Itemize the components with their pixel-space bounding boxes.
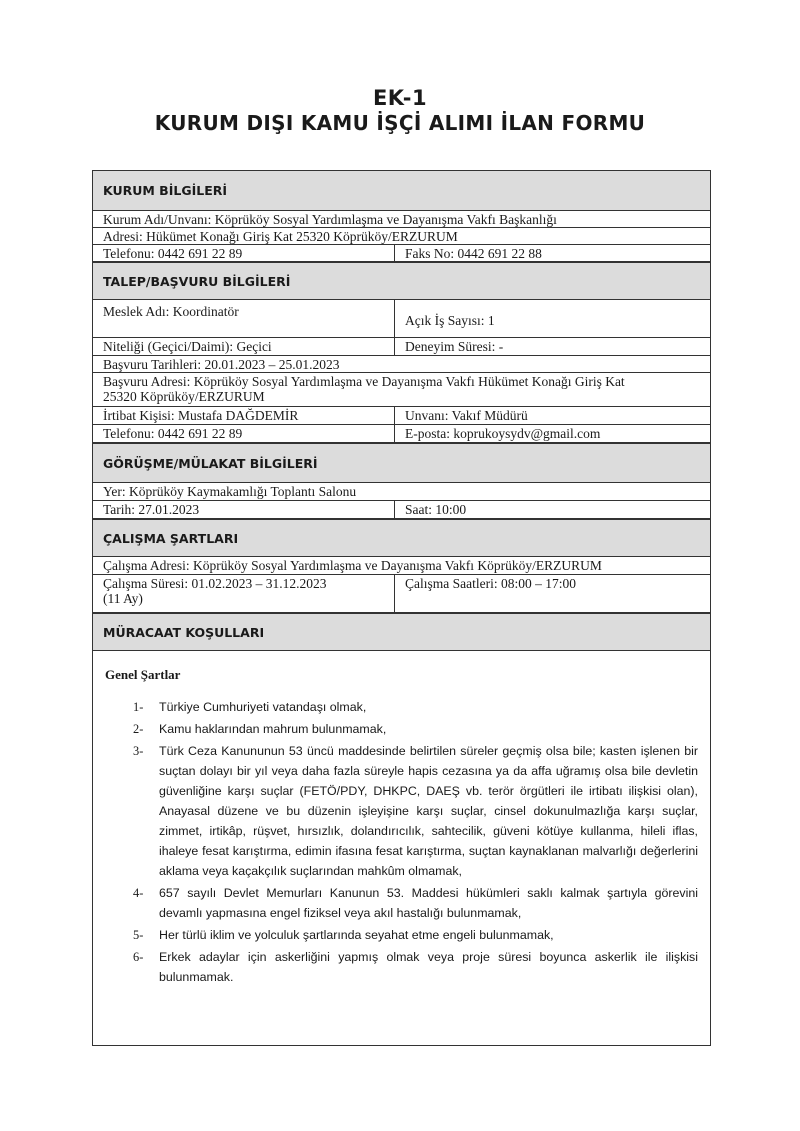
work-period-line1: Çalışma Süresi: 01.02.2023 – 31.12.2023 [103, 576, 327, 591]
list-item-text: 657 sayılı Devlet Memurları Kanunun 53. Maddesi hükümleri saklı kalmak şartıyla görevini devamlı yapmasına engel fiziksel veya akıl hastalığı bulunmamak, [159, 886, 698, 920]
profession: Meslek Adı: Koordinatör [103, 304, 239, 319]
open-jobs: Açık İş Sayısı: 1 [394, 300, 710, 337]
interview-date: Tarih: 27.01.2023 [103, 502, 200, 517]
interview-time: Saat: 10:00 [394, 501, 710, 518]
work-address: Çalışma Adresi: Köprüköy Sosyal Yardımlaşma ve Dayanışma Vakfı Köprüköy/ERZURUM [103, 558, 602, 573]
list-item [105, 719, 698, 739]
conditions-body [93, 651, 710, 1045]
section-talep-title: TALEP/BAŞVURU BİLGİLERİ [103, 273, 291, 289]
list-item-number: 6- [133, 950, 144, 964]
section-calisma-title: ÇALIŞMA ŞARTLARI [103, 530, 239, 546]
application-address-line1: Başvuru Adresi: Köprüköy Sosyal Yardımlaşma ve Dayanışma Vakfı Hükümet Konağı Giriş Kat [103, 374, 625, 389]
list-item [105, 697, 698, 717]
work-hours: Çalışma Saatleri: 08:00 – 17:00 [394, 575, 710, 612]
row-nature [93, 338, 710, 356]
list-item-number: 2- [133, 722, 144, 736]
contact-person: İrtibat Kişisi: Mustafa DAĞDEMİR [103, 408, 299, 423]
application-address [93, 373, 710, 406]
row-work-address [93, 557, 710, 575]
interview-place: Yer: Köprüköy Kaymakamlığı Toplantı Salonu [103, 484, 357, 499]
section-calisma [93, 519, 710, 557]
nature: Niteliği (Geçici/Daimi): Geçici [103, 339, 272, 354]
list-item [105, 883, 698, 923]
contact-title: Unvanı: Vakıf Müdürü [394, 407, 710, 424]
section-gorusme-title: GÖRÜŞME/MÜLAKAT BİLGİLERİ [103, 455, 318, 471]
kurum-fax: Faks No: 0442 691 22 88 [394, 245, 710, 261]
list-item-number: 3- [133, 744, 144, 758]
list-item-number: 1- [133, 700, 144, 714]
row-contact [93, 407, 710, 425]
row-application-address [93, 373, 710, 407]
list-item-number: 5- [133, 928, 144, 942]
list-item [105, 925, 698, 945]
document-title: KURUM DIŞI KAMU İŞÇİ ALIMI İLAN FORMU [154, 111, 646, 135]
list-item-number: 4- [133, 886, 144, 900]
section-kurum [93, 171, 710, 211]
work-period-line2: (11 Ay) [103, 591, 143, 606]
row-kurum-phone [93, 245, 710, 262]
experience: Deneyim Süresi: - [394, 338, 710, 355]
contact-email: E-posta: koprukoysydv@gmail.com [394, 425, 710, 442]
list-item-text: Türkiye Cumhuriyeti vatandaşı olmak, [159, 700, 367, 714]
section-talep [93, 262, 710, 300]
row-interview-date [93, 501, 710, 519]
general-conditions-title: Genel Şartlar [105, 667, 181, 682]
list-item-text: Her türlü iklim ve yolculuk şartlarında seyahat etme engeli bulunmamak, [159, 928, 554, 942]
section-muracaat-title: MÜRACAAT KOŞULLARI [103, 624, 265, 640]
list-item-text: Erkek adaylar için askerliğini yapmış olmak veya proje süresi boyunca askerlik ile ilişkisi bulunmamak. [159, 950, 698, 984]
kurum-address: Adresi: Hükümet Konağı Giriş Kat 25320 Köprüköy/ERZURUM [103, 229, 458, 244]
row-kurum-name [93, 211, 710, 228]
list-item-text: Türk Ceza Kanununun 53 üncü maddesinde belirtilen süreler geçmiş olsa bile; kasten işlenen bir suçtan dolayı bir yıl veya daha fazla süreyle hapis cezasına ya da affa uğramış olsa bile devletin güvenliğine karşı suçlar (FETÖ/PDY, DHKPC, DAEŞ vb. terör örgütleri ile irtibatı ilişkisi olan), Anayasal düzene ve bu düzenin işleyişine karşı suçlar, cinsel dokunulmazlığa karşı suçlar, zimmet, irtikâp, rüşvet, hırsızlık, dolandırıcılık, sahtecilik, güveni kötüye kullanma, hileli iflas, ihaleye fesat karıştırma, edimin ifasına fesat karıştırma, suçtan kaynaklanan malvarlığı değerlerini aklama veya kaçakçılık suçlarından mahkûm olmamak, [159, 744, 698, 878]
section-kurum-title: KURUM BİLGİLERİ [103, 183, 228, 198]
kurum-phone: Telefonu: 0442 691 22 89 [103, 246, 243, 261]
annex-label: EK-1 [372, 86, 428, 110]
kurum-name: Kurum Adı/Unvanı: Köprüköy Sosyal Yardımlaşma ve Dayanışma Vakfı Başkanlığı [103, 212, 557, 227]
contact-phone: Telefonu: 0442 691 22 89 [103, 426, 243, 441]
application-dates: Başvuru Tarihleri: 20.01.2023 – 25.01.2023 [103, 357, 340, 372]
announcement-form [92, 170, 711, 1046]
row-contact-phone [93, 425, 710, 443]
row-interview-place [93, 483, 710, 501]
work-period [93, 575, 394, 612]
list-item [105, 947, 698, 987]
row-dates [93, 356, 710, 373]
row-kurum-address [93, 228, 710, 245]
application-address-line2: 25320 Köprüköy/ERZURUM [103, 389, 265, 404]
conditions-list [105, 697, 698, 987]
row-work-period [93, 575, 710, 613]
list-item-text: Kamu haklarından mahrum bulunmamak, [159, 722, 387, 736]
section-muracaat [93, 613, 710, 651]
list-item [105, 741, 698, 881]
row-profession [93, 300, 710, 338]
section-gorusme [93, 443, 710, 483]
